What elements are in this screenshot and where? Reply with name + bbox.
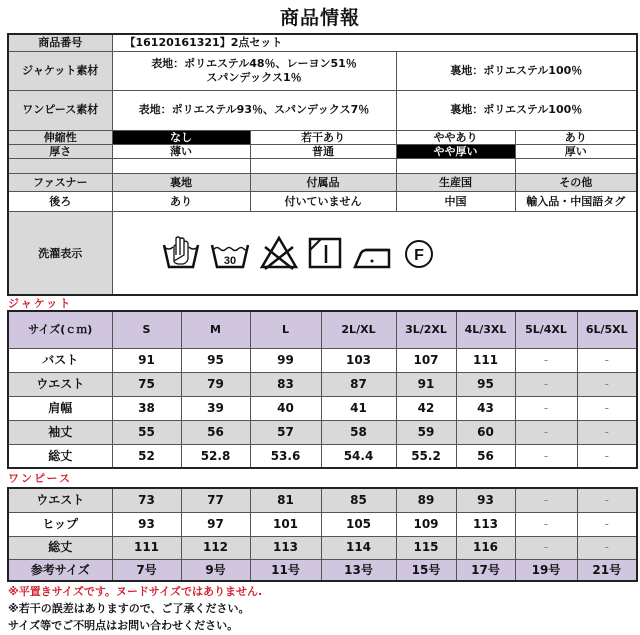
cell: - — [515, 536, 577, 559]
cell: 19号 — [515, 559, 577, 581]
onepiece-material-label: ワンピース素材 — [8, 90, 112, 130]
cell: 41 — [321, 396, 396, 420]
row-label: 総丈 — [8, 536, 112, 559]
size-header: 6L/5XL — [577, 311, 637, 348]
blank-cell — [515, 158, 637, 173]
blank-row — [8, 158, 637, 173]
jacket-outer-material — [112, 51, 396, 90]
cell: 57 — [250, 420, 321, 444]
blank-cell — [396, 158, 515, 173]
details-value-fastener: 後ろ — [8, 191, 112, 211]
details-value-accessories: 付いていません — [250, 191, 396, 211]
cell: 55 — [112, 420, 181, 444]
cell: 52 — [112, 444, 181, 468]
care-icons-cell — [112, 211, 637, 295]
cell: 85 — [321, 488, 396, 512]
onepiece-lining-material: 裏地：ポリエステル100％ — [396, 90, 637, 130]
svg-text:30: 30 — [223, 255, 236, 268]
cell: 99 — [250, 348, 321, 372]
cell: - — [515, 488, 577, 512]
details-header-accessories: 付属品 — [250, 173, 396, 191]
cell: - — [515, 396, 577, 420]
cell: 75 — [112, 372, 181, 396]
cell: 116 — [456, 536, 515, 559]
blank-cell — [250, 158, 396, 173]
jacket-header-row — [8, 311, 637, 348]
thickness-option-somewhat-thick: やや厚い — [396, 144, 515, 158]
cell: 52.8 — [181, 444, 250, 468]
details-value-other: 輸入品・中国語タグ — [515, 191, 637, 211]
cell: 9号 — [181, 559, 250, 581]
note-contact: サイズ等でご不明点はお問い合わせください。 — [8, 619, 239, 632]
cell: 114 — [321, 536, 396, 559]
no-bleach-icon — [259, 235, 299, 271]
details-value-lining: あり — [112, 191, 250, 211]
iron-low-icon — [351, 235, 393, 271]
stretch-option-none: なし — [112, 130, 250, 144]
cell: - — [577, 536, 637, 559]
cell: 56 — [181, 420, 250, 444]
onepiece-material-row — [8, 90, 637, 130]
thickness-option-normal: 普通 — [250, 144, 396, 158]
row-label: 参考サイズ — [8, 559, 112, 581]
cell: 11号 — [250, 559, 321, 581]
jacket-row-bust — [8, 348, 637, 372]
cell: 109 — [396, 512, 456, 536]
cell: 54.4 — [321, 444, 396, 468]
cell: 56 — [456, 444, 515, 468]
cell: 113 — [250, 536, 321, 559]
stretch-option-slight: 若干あり — [250, 130, 396, 144]
onepiece-size-table — [7, 487, 638, 582]
cell: - — [577, 396, 637, 420]
size-header: M — [181, 311, 250, 348]
size-header: 2L/XL — [321, 311, 396, 348]
care-row — [8, 211, 637, 295]
cell: 91 — [112, 348, 181, 372]
cell: 115 — [396, 536, 456, 559]
product-number-label: 商品番号 — [8, 34, 112, 51]
cell: 81 — [250, 488, 321, 512]
drip-dry-shade-icon — [307, 235, 343, 271]
jacket-outer-line2: スパンデックス1％ — [206, 70, 302, 84]
cell: 93 — [456, 488, 515, 512]
row-label: 総丈 — [8, 444, 112, 468]
cell: 73 — [112, 488, 181, 512]
cell: 77 — [181, 488, 250, 512]
jacket-section-label: ジャケット — [8, 297, 73, 310]
cell: - — [515, 372, 577, 396]
thickness-label: 厚さ — [8, 144, 112, 158]
onepiece-row-hip — [8, 512, 637, 536]
details-header-row — [8, 173, 637, 191]
svg-text:F: F — [413, 247, 424, 265]
jacket-row-waist — [8, 372, 637, 396]
cell: 43 — [456, 396, 515, 420]
wash-30-icon — [209, 235, 251, 271]
jacket-outer-line1: 表地：ポリエステル48％、レーヨン51％ — [151, 57, 357, 71]
cell: 7号 — [112, 559, 181, 581]
cell: 111 — [456, 348, 515, 372]
cell: 112 — [181, 536, 250, 559]
care-icons — [113, 235, 637, 271]
cell: 17号 — [456, 559, 515, 581]
details-header-other: その他 — [515, 173, 637, 191]
product-number-value: 【16120161321】2点セット — [112, 34, 637, 51]
cell: 42 — [396, 396, 456, 420]
cell: 113 — [456, 512, 515, 536]
cell: 59 — [396, 420, 456, 444]
jacket-row-length — [8, 444, 637, 468]
cell: - — [515, 444, 577, 468]
jacket-size-table — [7, 310, 638, 469]
cell: 111 — [112, 536, 181, 559]
blank-label-cell — [8, 158, 112, 173]
details-header-country: 生産国 — [396, 173, 515, 191]
stretch-option-yes: あり — [515, 130, 637, 144]
cell: - — [515, 420, 577, 444]
row-label: ヒップ — [8, 512, 112, 536]
cell: - — [515, 512, 577, 536]
onepiece-outer-material: 表地：ポリエステル93％、スパンデックス7％ — [112, 90, 396, 130]
dry-clean-f-icon — [401, 235, 437, 271]
jacket-lining-material: 裏地：ポリエステル100％ — [396, 51, 637, 90]
row-label: 袖丈 — [8, 420, 112, 444]
cell: - — [577, 512, 637, 536]
jacket-row-shoulder — [8, 396, 637, 420]
size-header: L — [250, 311, 321, 348]
cell: 40 — [250, 396, 321, 420]
cell: - — [577, 348, 637, 372]
onepiece-row-reference-size — [8, 559, 637, 581]
jacket-material-label: ジャケット素材 — [8, 51, 112, 90]
size-header: 4L/3XL — [456, 311, 515, 348]
onepiece-section-label: ワンピース — [8, 472, 73, 485]
onepiece-row-length — [8, 536, 637, 559]
cell: 60 — [456, 420, 515, 444]
cell: - — [577, 420, 637, 444]
cell: 89 — [396, 488, 456, 512]
stretch-row — [8, 130, 637, 144]
stretch-label: 伸縮性 — [8, 130, 112, 144]
product-number-row — [8, 34, 637, 51]
blank-cell — [112, 158, 250, 173]
cell: - — [577, 372, 637, 396]
size-header: S — [112, 311, 181, 348]
size-header: 5L/4XL — [515, 311, 577, 348]
cell: 53.6 — [250, 444, 321, 468]
onepiece-row-waist — [8, 488, 637, 512]
cell: 55.2 — [396, 444, 456, 468]
row-label: 肩幅 — [8, 396, 112, 420]
hand-wash-icon — [161, 235, 201, 271]
cell: 95 — [456, 372, 515, 396]
size-header-label: サイズ(ｃｍ) — [8, 311, 112, 348]
cell: 93 — [112, 512, 181, 536]
note-flat-size: ※平置きサイズです。ヌードサイズではありません. — [8, 585, 263, 598]
page-title: 商品情報 — [279, 7, 360, 29]
thickness-option-thick: 厚い — [515, 144, 637, 158]
cell: 87 — [321, 372, 396, 396]
cell: 83 — [250, 372, 321, 396]
cell: 79 — [181, 372, 250, 396]
cell: 15号 — [396, 559, 456, 581]
details-value-row — [8, 191, 637, 211]
stretch-option-somewhat: ややあり — [396, 130, 515, 144]
cell: 58 — [321, 420, 396, 444]
cell: 21号 — [577, 559, 637, 581]
cell: 13号 — [321, 559, 396, 581]
cell: 101 — [250, 512, 321, 536]
cell: 97 — [181, 512, 250, 536]
thickness-option-thin: 薄い — [112, 144, 250, 158]
care-label: 洗濯表示 — [8, 211, 112, 295]
cell: - — [577, 488, 637, 512]
details-value-country: 中国 — [396, 191, 515, 211]
row-label: バスト — [8, 348, 112, 372]
note-tolerance: ※若干の誤差はありますので、ご了承ください。 — [8, 602, 250, 615]
details-header-lining: 裏地 — [112, 173, 250, 191]
cell: 39 — [181, 396, 250, 420]
cell: - — [577, 444, 637, 468]
thickness-row — [8, 144, 637, 158]
cell: 103 — [321, 348, 396, 372]
details-header-fastener: ファスナー — [8, 173, 112, 191]
size-header: 3L/2XL — [396, 311, 456, 348]
jacket-material-row — [8, 51, 637, 90]
row-label: ウエスト — [8, 488, 112, 512]
row-label: ウエスト — [8, 372, 112, 396]
product-info-table — [7, 33, 638, 296]
cell: 38 — [112, 396, 181, 420]
cell: 107 — [396, 348, 456, 372]
cell: - — [515, 348, 577, 372]
cell: 105 — [321, 512, 396, 536]
cell: 95 — [181, 348, 250, 372]
jacket-row-sleeve — [8, 420, 637, 444]
cell: 91 — [396, 372, 456, 396]
